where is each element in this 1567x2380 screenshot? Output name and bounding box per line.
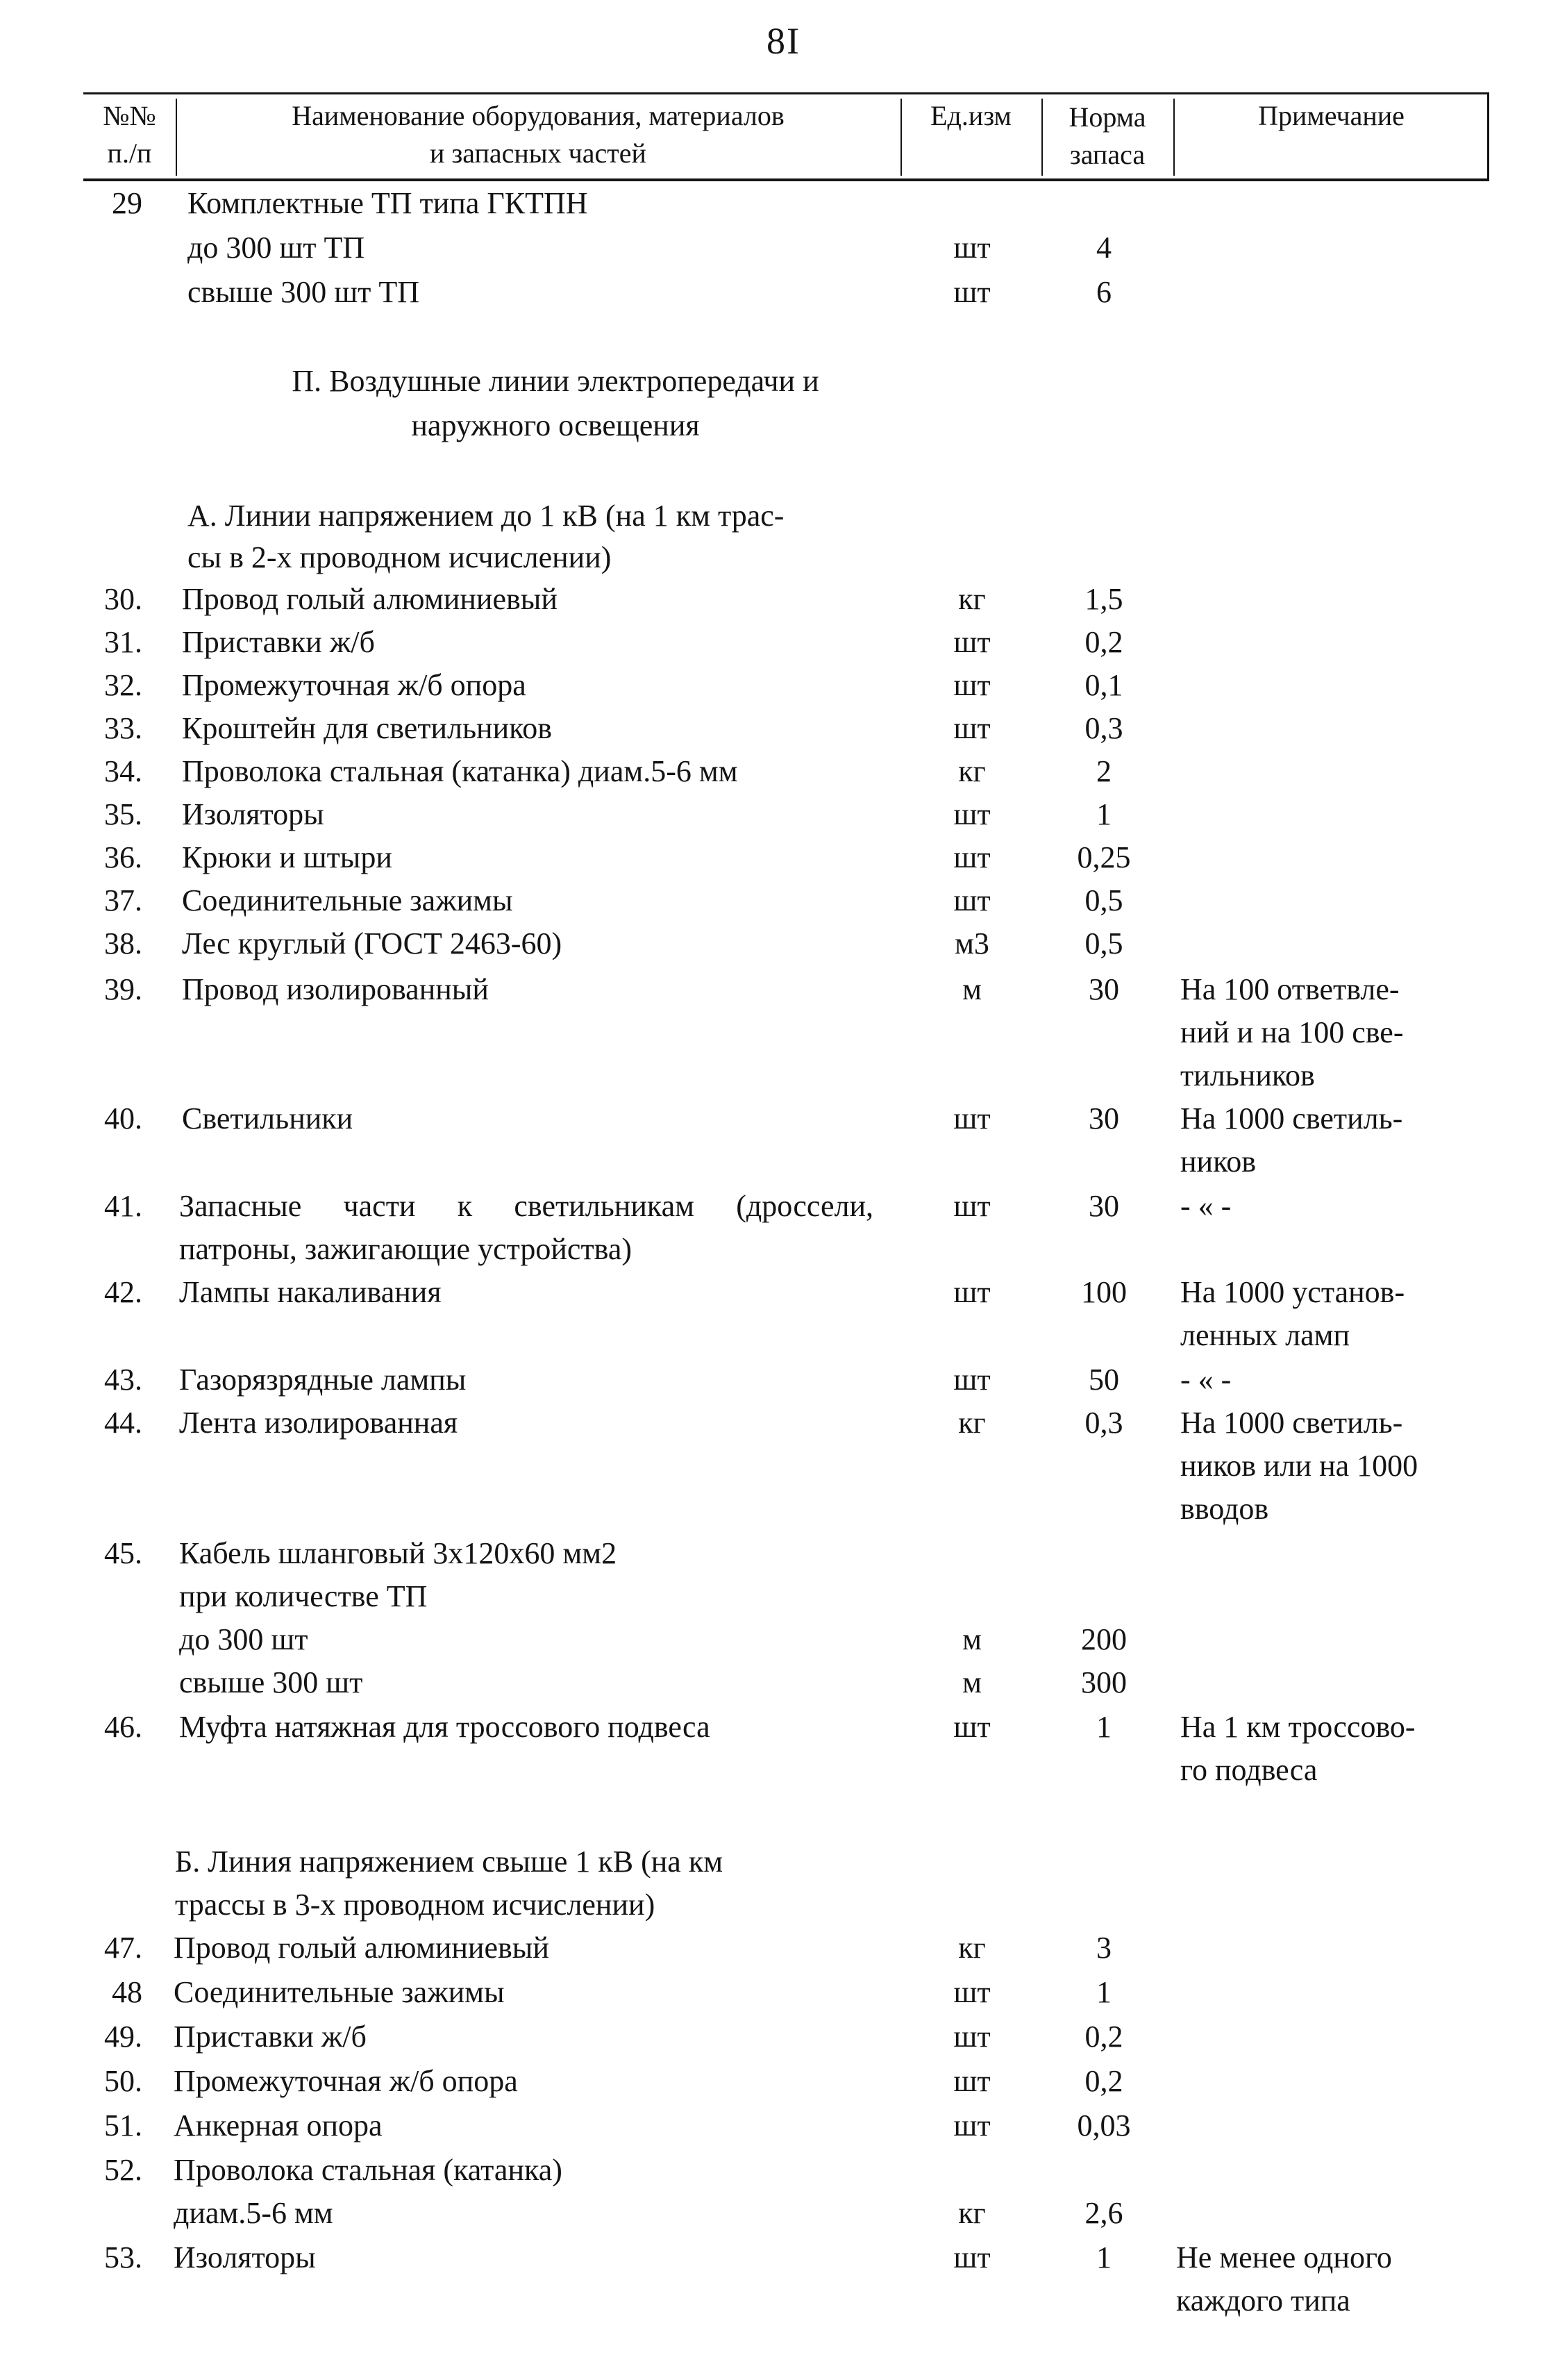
header-norm: Норма запаса [1069,101,1146,170]
section-title: наружного освещения [411,408,700,442]
header-num: №№ п./п [103,100,156,169]
header-unit: Ед.изм [930,100,1012,131]
document-page: 8I №№ п./п Наименование оборудования, материалов и запасных частей Ед.изм Норма запаса Примечание 29 Комплектные ТП типа ГКТПН до 300 шт ТП шт 4 свыше 300 шт ТП шт 6 П. Воздушные линии электропередачи и наружного освещения А. Линии напряжением до 1 кВ (на 1 км трас- сы в 2-х проводном исчислении) 30. Провод голый алюминиевый кг 1,5 31. Приставки ж/б шт 0,2 32. Промежуточная ж/б опора шт 0,1 33. Кроштейн для светильников шт 0,3 34. Проволока стальная (катанка) диам.5-6 мм кг 2 35. Изоляторы шт 1 36. Крюки и штыри шт 0,25 37. Соединительные зажимы шт 0,5 38. Лес круглый (ГОСТ 2463-60) м3 0,5 39. Провод изолированный м 30 На 100 ответвле- ний и на 100 све- тильников 40. Светильники шт 30 На 1000 светиль- ников 41. Запасные части к светильникам (дроссели, шт 30 - « - патроны, зажигающие устройства) 42. Лампы накаливания шт 100 На 1000 установ- ленных ламп 43. Газорязрядные лампы шт 50 - « - 44. Лента изолированная кг 0,3 На 1000 светиль- ников или на 1000 вводов 45. Кабель шланговый 3х120х60 мм2 при количестве ТП до 300 шт м 200 свыше 300 шт м 300 46. Муфта натяжная для троссового подвеса шт 1 На 1 км троссово- го подвеса Б. Линия напряжением свыше 1 кВ (на км трассы в 3-х проводном исчислении) 47. Провод голый алюминиевый кг 3 48 Соединительные зажимы шт 1 49. Приставки ж/б шт 0,2 50. Промежуточная ж/б опора шт 0,2 51. Анкерная опора шт 0,03 52. Проволока стальная (катанка) диам.5-6 мм кг 2,6 53. Изоляторы шт 1 Не менее одного каждого типа [0,0,1567,2380]
subsection-title: Б. Линия напряжением свыше 1 кВ (на км [175,1845,723,1879]
subsection-title: трассы в 3-х проводном исчислении) [175,1888,655,1922]
section-title: П. Воздушные линии электропередачи и [292,364,819,398]
page-number: 8I [766,20,801,62]
header-note: Примечание [1258,100,1405,131]
table-header [83,92,1489,181]
subsection-title: сы в 2-х проводном исчислении) [187,540,612,574]
header-name: Наименование оборудования, материалов и запасных частей [292,100,785,169]
subsection-title: А. Линии напряжением до 1 кВ (на 1 км трас- [187,499,785,533]
